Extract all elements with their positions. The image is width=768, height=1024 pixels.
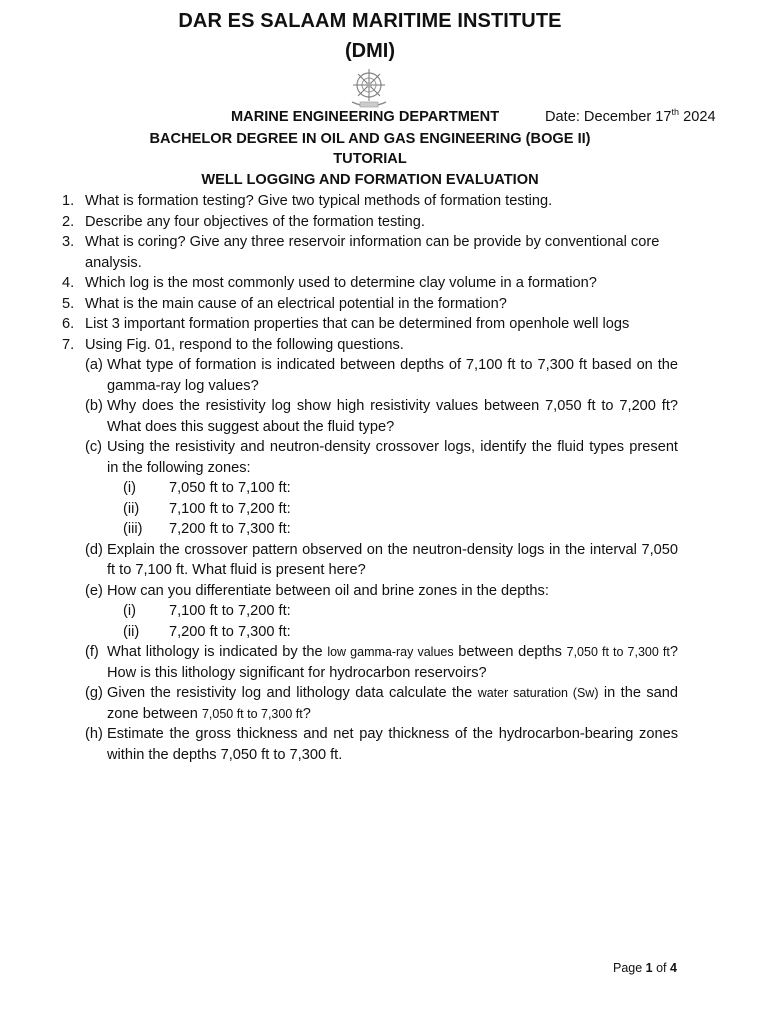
zone-item: [107, 478, 678, 499]
question-list: [0, 191, 700, 765]
sub-question-list: [85, 355, 678, 765]
page-number: Page 1 of 4: [613, 961, 677, 975]
sub-question-label: (e): [85, 582, 103, 599]
zone-text: 7,100 ft to 7,200 ft:: [169, 603, 291, 619]
sub-question-label: (g): [85, 685, 103, 701]
sub-question-text: Using the resistivity and neutron-density crossover logs, identify the fluid types present in the following zones:: [107, 439, 678, 476]
question-number: 4.: [62, 275, 75, 291]
zone-item: [107, 622, 678, 643]
question-number: 2.: [62, 213, 75, 230]
sub-question-label: (c): [85, 439, 103, 455]
dmi-crest-logo: [346, 66, 392, 110]
question-item: [0, 335, 678, 766]
question-number: 6.: [62, 316, 75, 332]
zone-label: (ii): [123, 500, 140, 517]
sub-question-b: [85, 396, 678, 437]
zone-label: (i): [123, 603, 136, 619]
question-text: What is the main cause of an electrical potential in the formation?: [85, 295, 507, 312]
sub-question-a: [85, 355, 678, 396]
sub-question-label: (h): [85, 726, 103, 742]
sub-question-f: [85, 642, 678, 683]
institute-abbreviation: (DMI): [345, 40, 395, 62]
sub-question-text: Estimate the gross thickness and net pay thickness of the hydrocarbon-bearing zones within the depths 7,050 ft to 7,300 ft.: [107, 726, 678, 763]
question-text: What is coring? Give any three reservoir information can be provide by conventional core analysis.: [85, 234, 660, 271]
zone-label: (iii): [123, 521, 143, 537]
institute-title: DAR ES SALAAM MARITIME INSTITUTE: [178, 10, 562, 32]
zone-text: 7,100 ft to 7,200 ft:: [169, 500, 291, 517]
question-item: [0, 191, 678, 212]
question-item: [0, 314, 678, 335]
sub-question-label: (f): [85, 644, 99, 660]
sub-question-text: Given the resistivity log and lithology data calculate the water saturation (Sw) in the sand zone between 7,050 ft to 7,300 ft?: [107, 685, 678, 722]
zone-item: [107, 601, 678, 622]
zone-label: (ii): [123, 623, 140, 640]
question-number: 3.: [62, 234, 75, 250]
question-number: 1.: [62, 193, 75, 209]
zone-text: 7,200 ft to 7,300 ft:: [169, 623, 291, 640]
document-type: TUTORIAL: [333, 151, 407, 167]
zone-text: 7,200 ft to 7,300 ft:: [169, 521, 291, 537]
question-item: [0, 212, 678, 233]
sub-question-label: (a): [85, 357, 103, 373]
zone-list: [107, 478, 678, 540]
sub-question-text: What lithology is indicated by the low gamma-ray values between depths 7,050 ft to 7,300 ft? How is this lithology significant for hydrocarbon reservoirs?: [107, 644, 678, 681]
document-date: Date: December 17th 2024: [545, 107, 716, 125]
question-text: What is formation testing? Give two typical methods of formation testing.: [85, 193, 553, 209]
zone-text: 7,050 ft to 7,100 ft:: [169, 480, 291, 496]
sub-question-text: Why does the resistivity log show high resistivity values between 7,050 ft to 7,200 ft? What does this suggest about the fluid type?: [107, 398, 678, 435]
department-heading: MARINE ENGINEERING DEPARTMENT: [231, 109, 500, 125]
question-item: [0, 273, 678, 294]
sub-question-label: (b): [85, 398, 103, 414]
question-text: Using Fig. 01, respond to the following questions.: [85, 336, 404, 353]
sub-question-g: [85, 683, 678, 724]
question-item: [0, 294, 678, 315]
sub-question-c: [85, 437, 678, 540]
zone-list: [107, 601, 678, 642]
sub-question-h: [85, 724, 678, 765]
question-text: List 3 important formation properties that can be determined from openhole well logs: [85, 316, 630, 332]
question-item: [0, 232, 678, 273]
sub-question-e: [85, 581, 678, 643]
sub-question-text: How can you differentiate between oil and brine zones in the depths:: [107, 582, 549, 599]
question-number: 7.: [62, 336, 75, 353]
question-text: Which log is the most commonly used to determine clay volume in a formation?: [85, 275, 597, 291]
sub-question-label: (d): [85, 541, 103, 558]
question-number: 5.: [62, 295, 75, 312]
degree-heading: BACHELOR DEGREE IN OIL AND GAS ENGINEERING (BOGE II): [149, 131, 591, 147]
subject-heading: WELL LOGGING AND FORMATION EVALUATION: [201, 172, 539, 188]
sub-question-d: [85, 540, 678, 581]
sub-question-text: Explain the crossover pattern observed on the neutron-density logs in the interval 7,050 ft to 7,100 ft. What fluid is present here?: [107, 541, 678, 578]
sub-question-text: What type of formation is indicated between depths of 7,100 ft to 7,300 ft based on the gamma-ray log values?: [107, 357, 678, 394]
zone-label: (i): [123, 480, 136, 496]
zone-item: [107, 519, 678, 540]
question-text: Describe any four objectives of the formation testing.: [85, 213, 425, 230]
zone-item: [107, 499, 678, 520]
